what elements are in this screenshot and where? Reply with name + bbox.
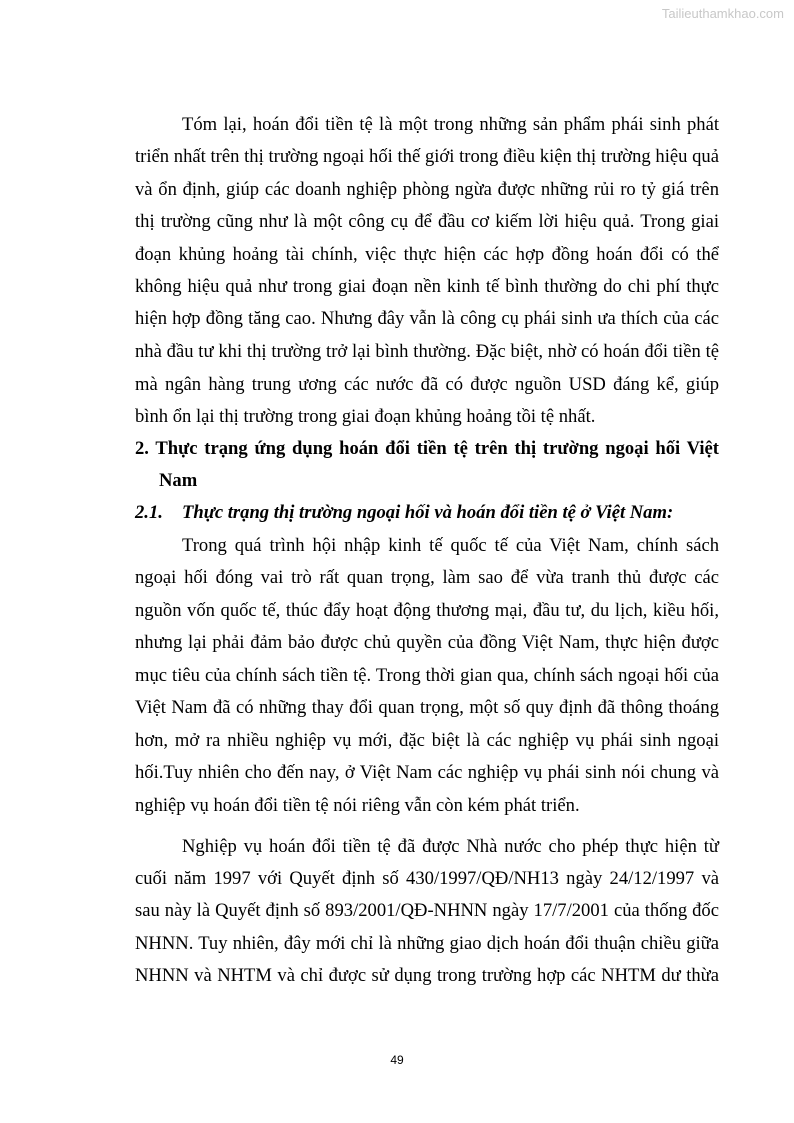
watermark: Tailieuthamkhao.com (661, 6, 784, 21)
text-line: không hiệu quả như trong giai đoạn nền kinh tế bình thường do chi phí thực (135, 276, 719, 297)
text-line: thị trường cũng như là một công cụ để đầu cơ kiếm lời hiệu quả. Trong giai (135, 211, 719, 232)
subsection-title: Thực trạng thị trường ngoại hối và hoán đổi tiền tệ ở Việt Nam: (182, 502, 674, 523)
text-line: ngoại hối đóng vai trò rất quan trọng, làm sao để vừa tranh thủ được các (135, 567, 719, 588)
text-line: nhà đầu tư khi thị trường trở lại bình thường. Đặc biệt, nhờ có hoán đổi tiền tệ (135, 341, 719, 362)
text-line: Việt Nam đã có những thay đổi quan trọng, một số quy định đã thông thoáng (135, 697, 719, 718)
text-line: đoạn khủng hoảng tài chính, việc thực hiện các hợp đồng hoán đổi có thể (135, 244, 719, 265)
subsection-number: 2.1. (135, 502, 163, 523)
heading-line: 2. Thực trạng ứng dụng hoán đổi tiền tệ trên thị trường ngoại hối Việt (135, 438, 719, 459)
text-line: Trong quá trình hội nhập kinh tế quốc tế của Việt Nam, chính sách (182, 535, 719, 556)
text-line: NHNN. Tuy nhiên, đây mới chỉ là những giao dịch hoán đổi thuận chiều giữa (135, 933, 719, 954)
heading-line: Nam (159, 470, 198, 491)
text-line: và ổn định, giúp các doanh nghiệp phòng ngừa được những rủi ro tỷ giá trên (135, 179, 719, 200)
text-line: nguồn vốn quốc tế, thúc đẩy hoạt động thương mại, đầu tư, du lịch, kiều hối, (135, 600, 719, 621)
text-line: cuối năm 1997 với Quyết định số 430/1997/QĐ/NH13 ngày 24/12/1997 và (135, 868, 719, 889)
text-line: triển nhất trên thị trường ngoại hối thế giới trong điều kiện thị trường hiệu quả (135, 146, 719, 167)
text-line: bình ổn lại thị trường trong giai đoạn khủng hoảng tồi tệ nhất. (135, 406, 596, 427)
text-line: NHNN và NHTM và chỉ được sử dụng trong trường hợp các NHTM dư thừa (135, 965, 719, 986)
text-line: nhưng lại phải đảm bảo được chủ quyền của đồng Việt Nam, thực hiện được (135, 632, 719, 653)
text-line: sau này là Quyết định số 893/2001/QĐ-NHNN ngày 17/7/2001 của thống đốc (135, 900, 719, 921)
text-line: mục tiêu của chính sách tiền tệ. Trong thời gian qua, chính sách ngoại hối của (135, 665, 719, 686)
text-line: Nghiệp vụ hoán đổi tiền tệ đã được Nhà nước cho phép thực hiện từ (182, 836, 719, 857)
text-line: nghiệp vụ hoán đổi tiền tệ nói riêng vẫn còn kém phát triển. (135, 795, 580, 816)
subsection-heading-2-1 (135, 501, 719, 525)
page-number: 49 (390, 1053, 404, 1067)
text-line: hiện hợp đồng tăng cao. Nhưng đây vẫn là công cụ phái sinh ưa thích của các (135, 308, 719, 329)
text-line: hối.Tuy nhiên cho đến nay, ở Việt Nam các nghiệp vụ phái sinh nói chung và (135, 762, 719, 783)
text-line: Tóm lại, hoán đổi tiền tệ là một trong những sản phẩm phái sinh phát (182, 114, 719, 135)
text-line: mà ngân hàng trung ương các nước đã có được nguồn USD đáng kể, giúp (135, 374, 719, 395)
text-line: hơn, mở ra nhiều nghiệp vụ mới, đặc biệt là các nghiệp vụ phái sinh ngoại (135, 730, 719, 751)
